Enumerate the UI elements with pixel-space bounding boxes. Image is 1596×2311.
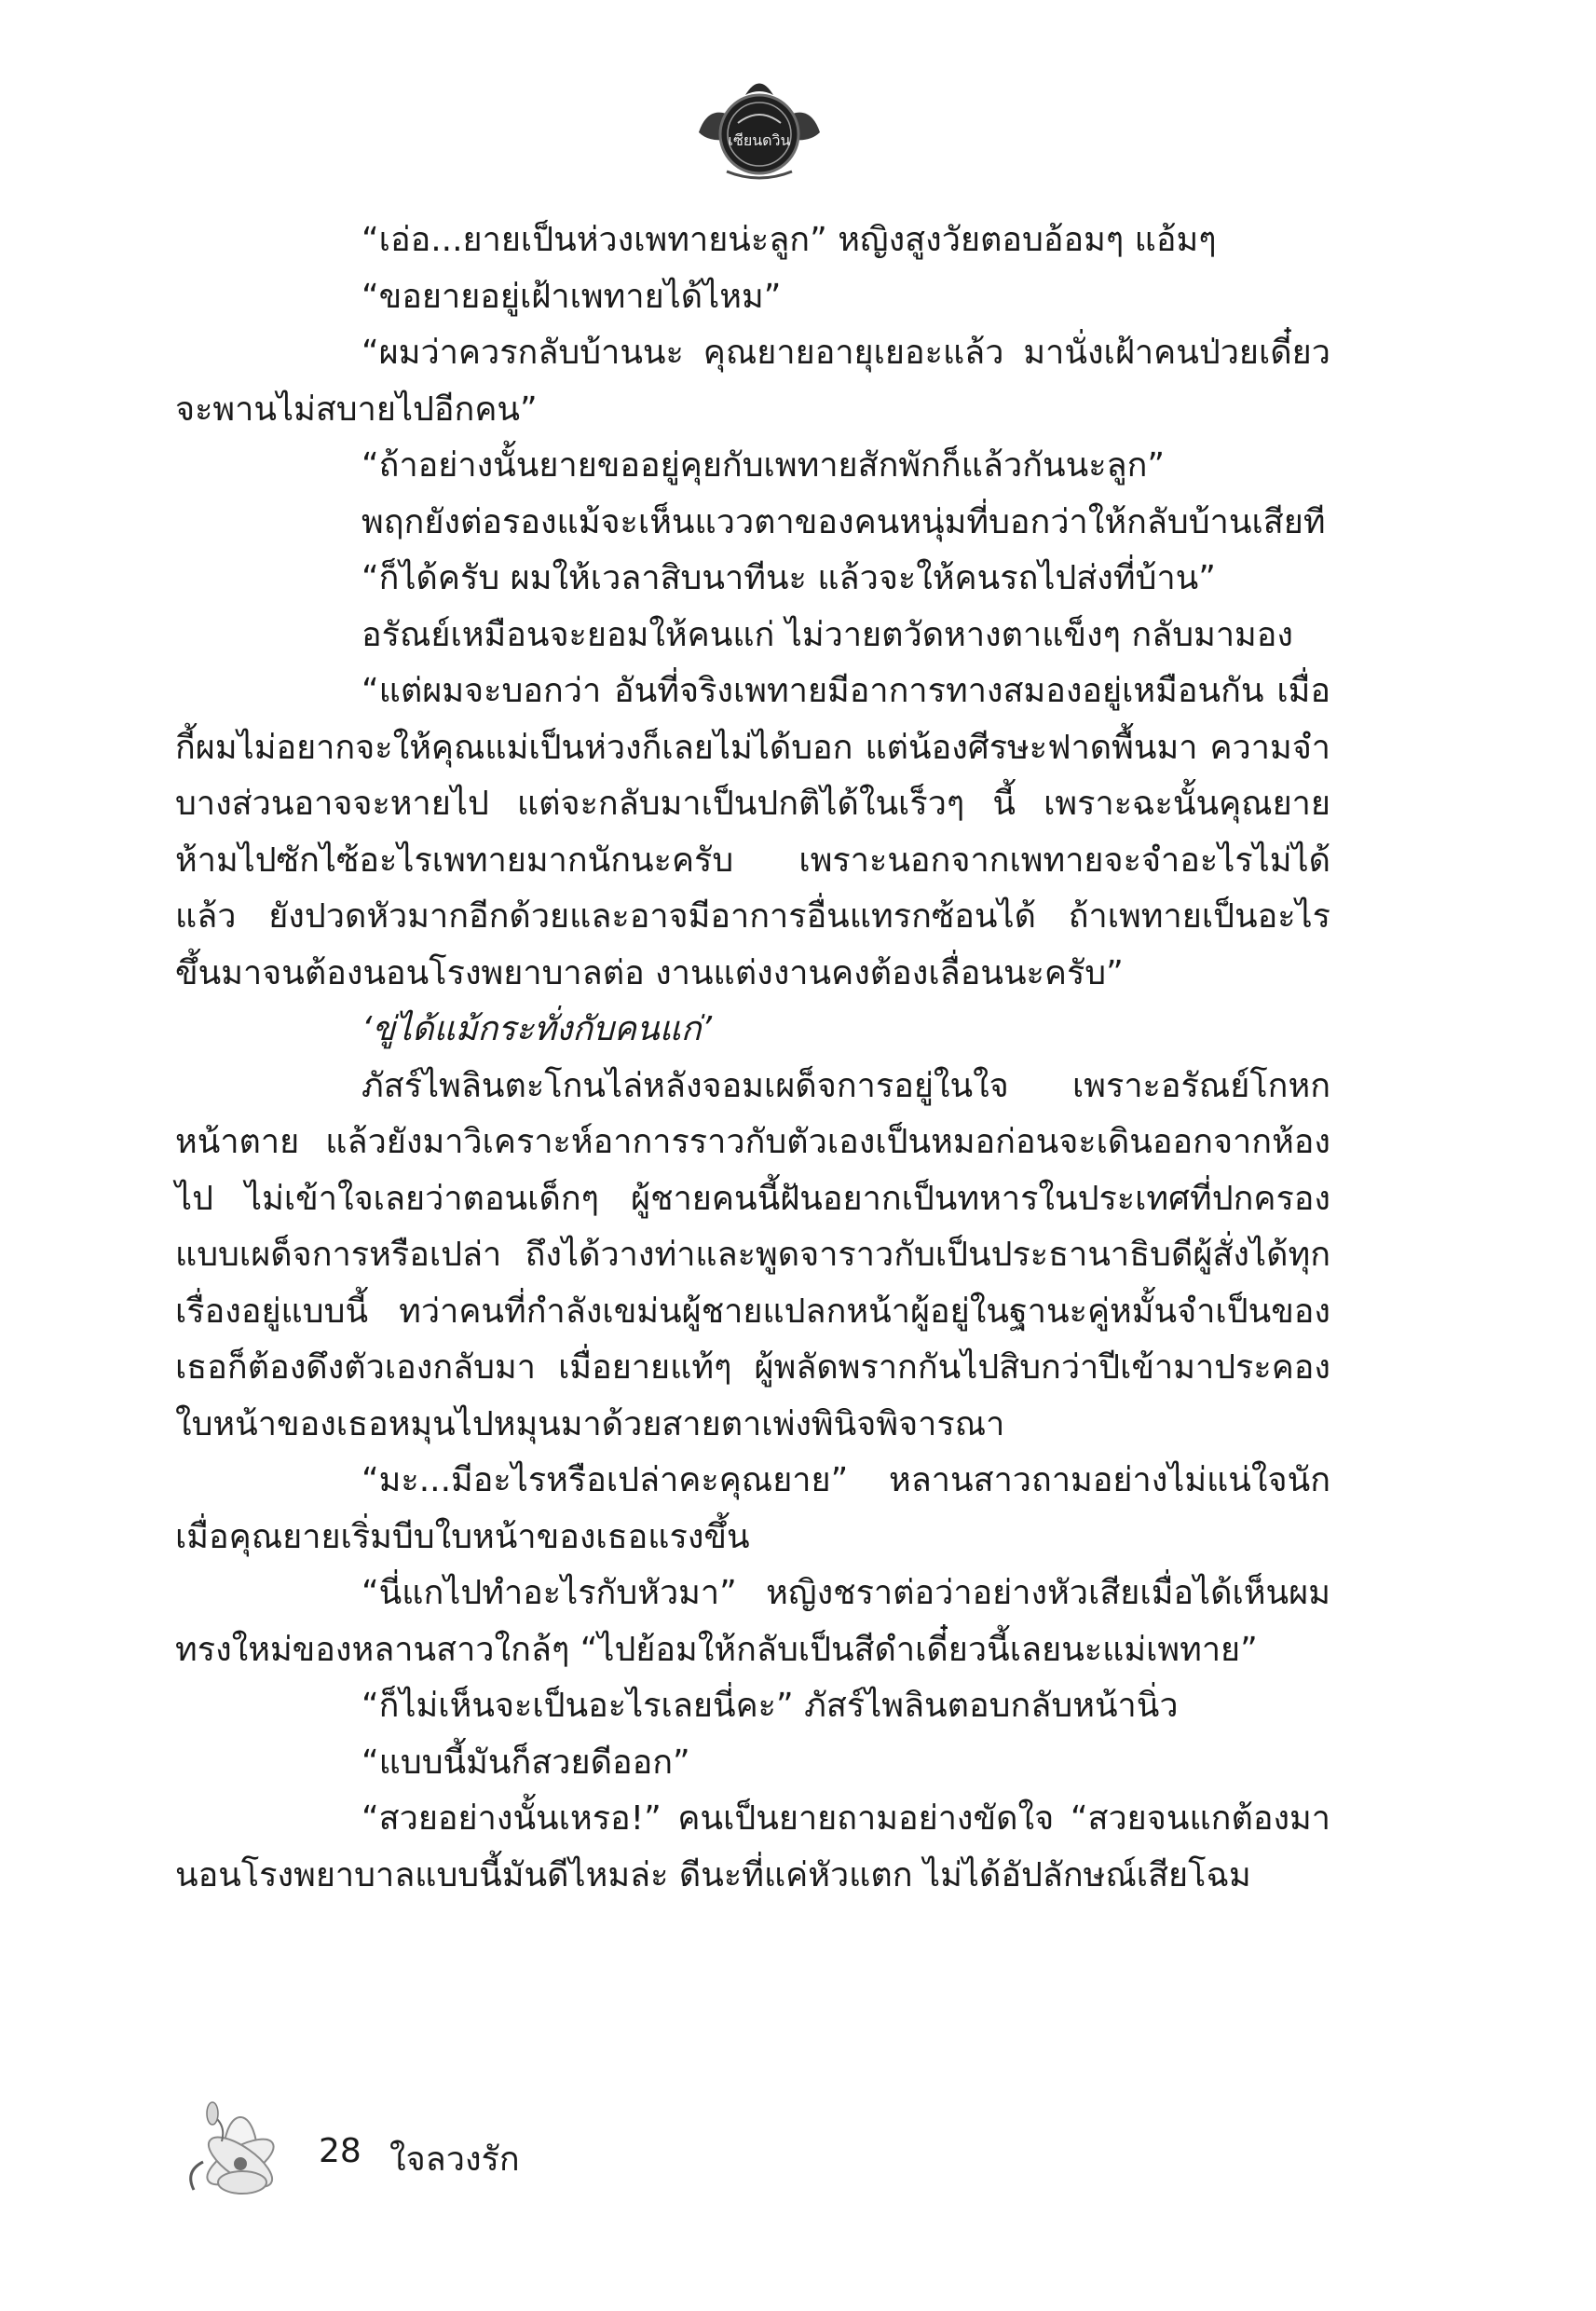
- paragraph: “ผมว่าควรกลับบ้านนะ คุณยายอายุเยอะแล้ว มานั่งเฝ้าคนป่วยเดี๋ยวจะพานไม่สบายไปอีกคน”: [175, 334, 1330, 429]
- paragraph: “แต่ผมจะบอกว่า อันที่จริงเพทายมีอาการทางสมองอยู่เหมือนกัน เมื่อกี้ผมไม่อยากจะให้คุณแม่เป็นห่วงก็เลยไม่ได้บอก แต่น้องศีรษะฟาดพื้นมา ความจำบางส่วนอาจจะหายไป แต่จะกลับมาเป็นปกติได้ในเร็วๆ นี้ เพราะฉะนั้นคุณยายห้ามไปซักไซ้อะไรเพทายมากนักนะครับ เพราะนอกจากเพทายจะจำอะไรไม่ได้แล้ว ยังปวดหัวมากอีกด้วยและอาจมีอาการอื่นแทรกซ้อนได้ ถ้าเพทายเป็นอะไรขึ้นมาจนต้องนอนโรงพยาบาลต่อ งานแต่งงานคงต้องเลื่อนนะครับ”: [175, 672, 1330, 992]
- paragraph: “ก็ไม่เห็นจะเป็นอะไรเลยนี่คะ” ภัสร์ไพลินตอบกลับหน้านิ่ว: [361, 1687, 1179, 1725]
- page-number: 28: [319, 2132, 361, 2170]
- publisher-logo: [689, 67, 829, 188]
- flower-icon: [175, 2097, 306, 2227]
- paragraph: “มะ...มีอะไรหรือเปล่าคะคุณยาย” หลานสาวถามอย่างไม่แน่ใจนัก เมื่อคุณยายเริ่มบีบใบหน้าของเธอแรงขึ้น: [175, 1461, 1330, 1556]
- paragraph: ภัสร์ไพลินตะโกนไล่หลังจอมเผด็จการอยู่ในใจ เพราะอรัณย์โกหกหน้าตาย แล้วยังมาวิเคราะห์อาการราวกับตัวเองเป็นหมอก่อนจะเดินออกจากห้องไป ไม่เข้าใจเลยว่าตอนเด็กๆ ผู้ชายคนนี้ฝันอยากเป็นทหารในประเทศที่ปกครองแบบเผด็จการหรือเปล่า ถึงได้วางท่าและพูดจาราวกับเป็นประธานาธิบดีผู้สั่งได้ทุกเรื่องอยู่แบบนี้ ทว่าคนที่กำลังเขม่นผู้ชายแปลกหน้าผู้อยู่ในฐานะคู่หมั้นจำเป็นของเธอก็ต้องดึงตัวเองกลับมา เมื่อยายแท้ๆ ผู้พลัดพรากกันไปสิบกว่าปีเข้ามาประคองใบหน้าของเธอหมุนไปหมุนมาด้วยสายตาเพ่งพินิจพิจารณา: [175, 1066, 1330, 1443]
- paragraph: “นี่แกไปทำอะไรกับหัวมา” หญิงชราต่อว่าอย่างหัวเสียเมื่อได้เห็นผมทรงใหม่ของหลานสาวใกล้ๆ “ไปย้อมให้กลับเป็นสีดำเดี๋ยวนี้เลยนะแม่เพทาย”: [175, 1574, 1330, 1669]
- book-title: ใจลวงรัก: [389, 2140, 520, 2179]
- paragraph: พฤกยังต่อรองแม้จะเห็นแววตาของคนหนุ่มที่บอกว่าให้กลับบ้านเสียที: [361, 502, 1326, 541]
- paragraph: อรัณย์เหมือนจะยอมให้คนแก่ ไม่วายตวัดหางตาแข็งๆ กลับมามอง: [361, 615, 1293, 654]
- italic-thought: ‘ขู่ได้แม้กระทั่งกับคนแก่’: [361, 1010, 713, 1048]
- paragraph: “ก็ได้ครับ ผมให้เวลาสิบนาทีนะ แล้วจะให้คนรถไปส่งที่บ้าน”: [361, 559, 1216, 597]
- logo-text: เซียนดวิน: [728, 131, 791, 149]
- paragraph: “แบบนี้มันก็สวยดีออก”: [361, 1743, 690, 1782]
- paragraph: “เอ่อ...ยายเป็นห่วงเพทายน่ะลูก” หญิงสูงวัยตอบอ้อมๆ แอ้มๆ: [361, 221, 1217, 259]
- page-footer: [175, 2097, 827, 2227]
- paragraph: “สวยอย่างนั้นเหรอ!” คนเป็นยายถามอย่างขัดใจ “สวยจนแกต้องมานอนโรงพยาบาลแบบนี้มันดีไหมล่ะ ดีนะที่แค่หัวแตก ไม่ได้อัปลักษณ์เสียโฉม: [175, 1799, 1330, 1894]
- paragraph: “ขอยายอยู่เฝ้าเพทายได้ไหม”: [361, 277, 782, 316]
- body-text: [175, 212, 1330, 1904]
- paragraph: “ถ้าอย่างนั้นยายขออยู่คุยกับเพทายสักพักก็แล้วกันนะลูก”: [361, 446, 1166, 485]
